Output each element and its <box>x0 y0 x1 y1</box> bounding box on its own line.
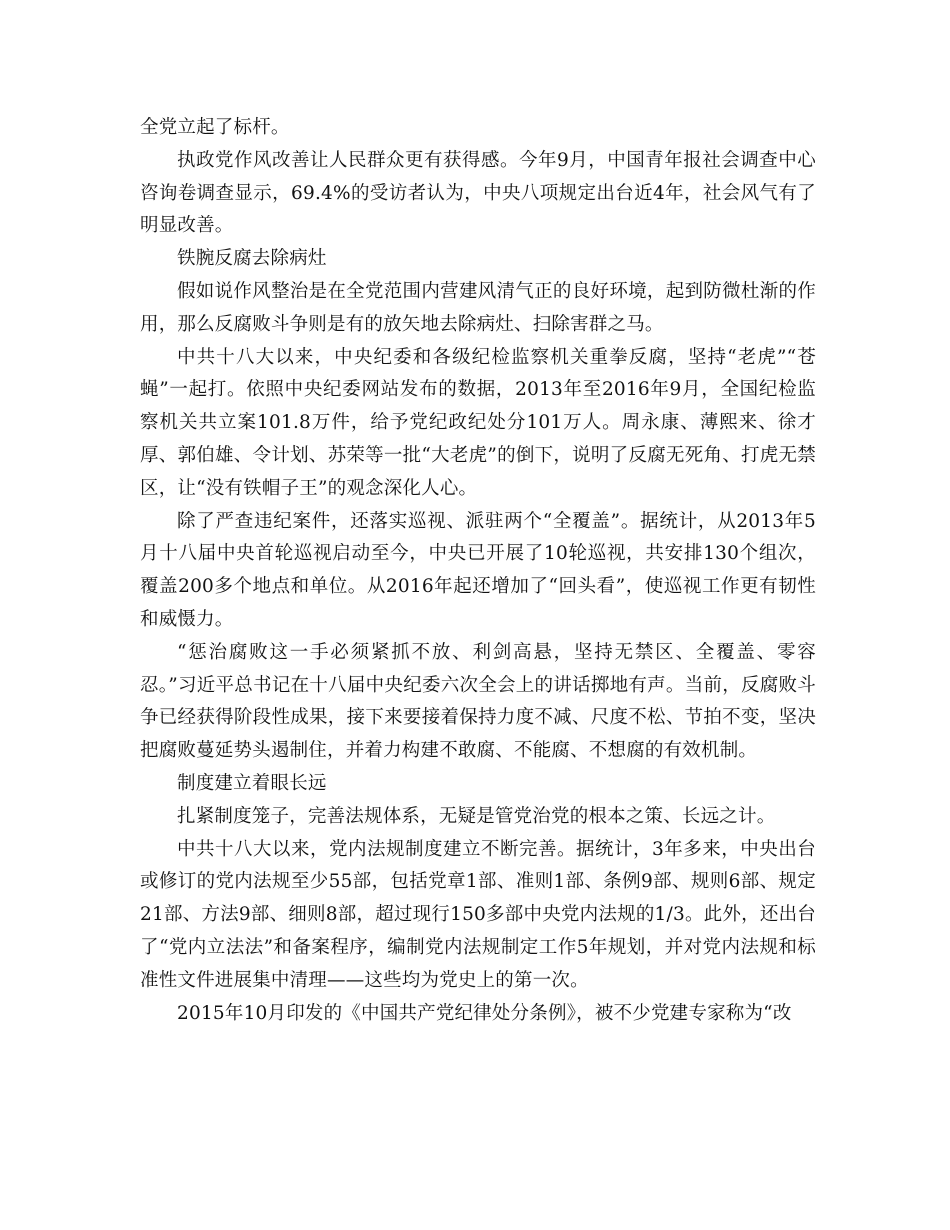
paragraph-leadership-quote: “惩治腐败这一手必须紧抓不放、利剑高悬，坚持无禁区、全覆盖、零容忍。”习近平总书记在十八届中央纪委六次全会上的讲话掷地有声。当前，反腐败斗争已经获得阶段性成果，接下来要接着保持力度不减、尺度不松、节拍不变，坚决把腐败蔓延势头遏制住，并着力构建不敢腐、不能腐、不想腐的有效机制。 <box>140 641 816 762</box>
document-body <box>140 112 816 1030</box>
paragraph-regulations-statistics: 中共十八大以来，党内法规制度建立不断完善。据统计，3年多来，中央出台或修订的党内法规至少55部，包括党章1部、准则1部、条例9部、规则6部、规定21部、方法9部、细则8部，超过现行150多部中央党内法规的1/3。此外，还出台了“党内立法法”和备案程序，编制党内法规制定工作5年规划，并对党内法规和标准性文件进展集中清理——这些均为党史上的第一次。 <box>140 838 816 991</box>
section-heading-institutions: 制度建立着眼长远 <box>177 772 327 794</box>
paragraph-institutions-intro: 扎紧制度笼子，完善法规体系，无疑是管党治党的根本之策、长远之计。 <box>177 805 776 827</box>
paragraph-continuation: 全党立起了标杆。 <box>140 117 290 138</box>
paragraph-anticorruption-statistics: 中共十八大以来，中央纪委和各级纪检监察机关重拳反腐，坚持“老虎”“苍蝇”一起打。依照中央纪委网站发布的数据，2013年至2016年9月，全国纪检监察机关共立案101.8万件，给予党纪政纪处分101万人。周永康、薄熙来、徐才厚、郭伯雄、令计划、苏荣等一批“大老虎”的倒下，说明了反腐无死角、打虎无禁区，让“没有铁帽子王”的观念深化人心。 <box>140 346 816 499</box>
section-heading-anticorruption: 铁腕反腐去除病灶 <box>177 248 327 270</box>
paragraph-anticorruption-intro: 假如说作风整治是在全党范围内营建风清气正的良好环境，起到防微杜渐的作用，那么反腐败斗争则是有的放矢地去除病灶、扫除害群之马。 <box>140 280 816 335</box>
paragraph-inspection-coverage: 除了严查违纪案件，还落实巡视、派驻两个“全覆盖”。据统计，从2013年5月十八届中央首轮巡视启动至今，中央已开展了10轮巡视，共安排130个组次，覆盖200多个地点和单位。从2016年起还增加了“回头看”，使巡视工作更有韧性和威慑力。 <box>140 510 816 630</box>
paragraph-public-satisfaction: 执政党作风改善让人民群众更有获得感。今年9月，中国青年报社会调查中心咨询卷调查显示，69.4%的受访者认为，中央八项规定出台近4年，社会风气有了明显改善。 <box>140 149 816 237</box>
paragraph-discipline-regulation: 2015年10月印发的《中国共产党纪律处分条例》，被不少党建专家称为“改 <box>177 1002 792 1024</box>
